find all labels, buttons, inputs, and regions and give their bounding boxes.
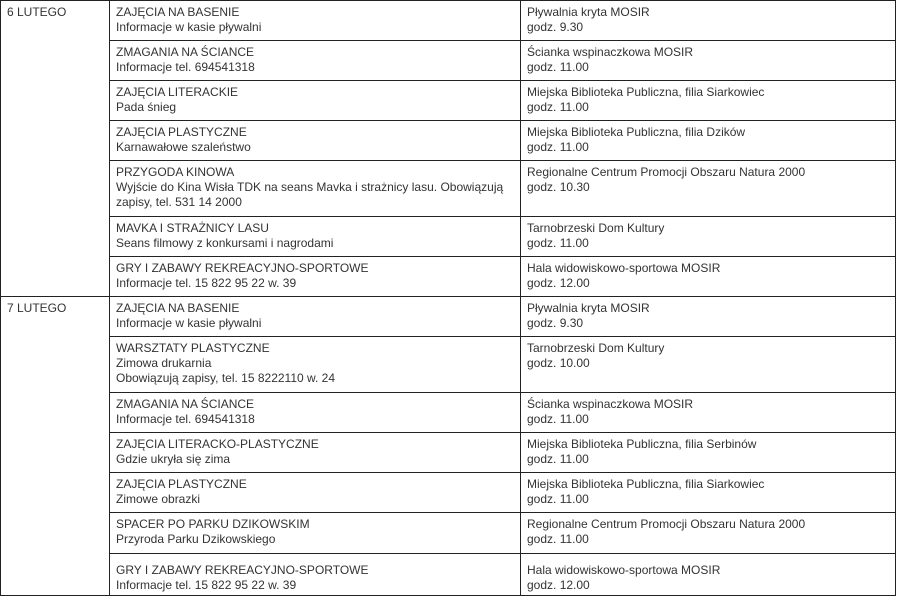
event-place: Miejska Biblioteka Publiczna, filia Siarkowiec <box>527 477 765 491</box>
date-label: 6 LUTEGO <box>7 5 67 19</box>
event-place: Tarnobrzeski Dom Kultury <box>527 221 665 235</box>
event-time: godz. 12.00 <box>527 276 590 290</box>
location-cell <box>521 337 896 393</box>
event-cell <box>110 161 521 217</box>
event-time: godz. 12.00 <box>527 578 590 592</box>
location-cell <box>521 1 896 41</box>
event-detail: Wyjście do Kina Wisła TDK na seans Mavka i strażnicy lasu. Obowiązują <box>116 180 504 194</box>
event-cell <box>110 337 521 393</box>
event-detail: Zimowa drukarnia <box>116 356 212 370</box>
location-cell <box>521 217 896 257</box>
event-detail: Pada śnieg <box>116 100 177 114</box>
event-time: godz. 11.00 <box>527 412 589 426</box>
event-place: Ścianka wspinaczkowa MOSIR <box>527 397 694 411</box>
table-row <box>1 1 896 41</box>
event-place: Pływalnia kryta MOSIR <box>527 301 650 315</box>
event-detail: Informacje tel. 15 822 95 22 w. 39 <box>116 276 297 290</box>
event-cell <box>110 433 521 473</box>
location-cell <box>521 161 896 217</box>
event-cell <box>110 393 521 433</box>
event-title: SPACER PO PARKU DZIKOWSKIM <box>116 517 310 531</box>
location-cell <box>521 433 896 473</box>
event-title: GRY I ZABAWY REKREACYJNO-SPORTOWE <box>116 563 369 577</box>
event-time: godz. 11.00 <box>527 492 589 506</box>
event-title: ZAJĘCIA NA BASENIE <box>116 5 240 19</box>
schedule-body <box>1 1 896 596</box>
location-cell <box>521 393 896 433</box>
date-label: 7 LUTEGO <box>7 301 67 315</box>
location-cell <box>521 81 896 121</box>
event-detail: Obowiązują zapisy, tel. 15 8222110 w. 24 <box>116 371 336 385</box>
event-detail: Informacje tel. 694541318 <box>116 60 255 74</box>
event-time: godz. 9.30 <box>527 20 584 34</box>
event-detail: Zimowe obrazki <box>116 492 201 506</box>
event-cell <box>110 1 521 41</box>
table-row <box>1 513 896 554</box>
table-row <box>1 217 896 257</box>
event-title: PRZYGODA KINOWA <box>116 165 235 179</box>
event-time: godz. 10.00 <box>527 356 590 370</box>
event-time: godz. 11.00 <box>527 532 589 546</box>
event-place: Regionalne Centrum Promocji Obszaru Natura 2000 <box>527 165 806 179</box>
table-row <box>1 337 896 393</box>
table-row <box>1 554 896 596</box>
event-place: Miejska Biblioteka Publiczna, filia Serbinów <box>527 437 757 451</box>
event-detail: Informacje tel. 694541318 <box>116 412 255 426</box>
event-place: Pływalnia kryta MOSIR <box>527 5 650 19</box>
event-detail: Karnawałowe szaleństwo <box>116 140 251 154</box>
event-place: Tarnobrzeski Dom Kultury <box>527 341 665 355</box>
event-cell <box>110 297 521 337</box>
event-time: godz. 10.30 <box>527 180 590 194</box>
event-title: MAVKA I STRAŻNICY LASU <box>116 221 269 235</box>
event-title: GRY I ZABAWY REKREACYJNO-SPORTOWE <box>116 261 369 275</box>
event-detail: Informacje w kasie pływalni <box>116 316 262 330</box>
location-cell <box>521 121 896 161</box>
event-time: godz. 11.00 <box>527 60 589 74</box>
event-title: ZAJĘCIA LITERACKO-PLASTYCZNE <box>116 437 319 451</box>
table-row <box>1 121 896 161</box>
event-detail: Gdzie ukryła się zima <box>116 452 231 466</box>
table-row <box>1 473 896 513</box>
event-place: Hala widowiskowo-sportowa MOSIR <box>527 261 721 275</box>
event-time: godz. 11.00 <box>527 140 589 154</box>
event-place: Hala widowiskowo-sportowa MOSIR <box>527 563 721 577</box>
event-cell <box>110 41 521 81</box>
event-title: WARSZTATY PLASTYCZNE <box>116 341 270 355</box>
table-row <box>1 41 896 81</box>
event-cell <box>110 554 521 596</box>
event-place: Ścianka wspinaczkowa MOSIR <box>527 45 694 59</box>
location-cell <box>521 257 896 297</box>
event-cell <box>110 121 521 161</box>
event-time: godz. 11.00 <box>527 236 589 250</box>
table-row <box>1 433 896 473</box>
table-row <box>1 297 896 337</box>
event-cell <box>110 257 521 297</box>
event-title: ZMAGANIA NA ŚCIANCE <box>116 45 255 59</box>
table-row <box>1 81 896 121</box>
event-title: ZAJĘCIA LITERACKIE <box>116 85 239 99</box>
event-title: ZMAGANIA NA ŚCIANCE <box>116 397 255 411</box>
event-cell <box>110 217 521 257</box>
event-place: Regionalne Centrum Promocji Obszaru Natura 2000 <box>527 517 806 531</box>
event-time: godz. 9.30 <box>527 316 584 330</box>
event-cell <box>110 81 521 121</box>
event-detail: zapisy, tel. 531 14 2000 <box>116 195 242 209</box>
event-cell <box>110 473 521 513</box>
event-detail: Seans filmowy z konkursami i nagrodami <box>116 236 334 250</box>
event-place: Miejska Biblioteka Publiczna, filia Dzików <box>527 125 746 139</box>
location-cell <box>521 473 896 513</box>
date-cell <box>1 297 110 596</box>
location-cell <box>521 297 896 337</box>
table-row <box>1 257 896 297</box>
event-cell <box>110 513 521 554</box>
date-cell <box>1 1 110 297</box>
event-title: ZAJĘCIA NA BASENIE <box>116 301 240 315</box>
event-title: ZAJĘCIA PLASTYCZNE <box>116 125 247 139</box>
table-row <box>1 161 896 217</box>
location-cell <box>521 513 896 554</box>
location-cell <box>521 41 896 81</box>
event-title: ZAJĘCIA PLASTYCZNE <box>116 477 247 491</box>
location-cell <box>521 554 896 596</box>
event-time: godz. 11.00 <box>527 452 589 466</box>
event-time: godz. 11.00 <box>527 100 589 114</box>
event-detail: Przyroda Parku Dzikowskiego <box>116 532 276 546</box>
event-detail: Informacje tel. 15 822 95 22 w. 39 <box>116 578 297 592</box>
table-row <box>1 393 896 433</box>
event-detail: Informacje w kasie pływalni <box>116 20 262 34</box>
event-place: Miejska Biblioteka Publiczna, filia Siarkowiec <box>527 85 765 99</box>
